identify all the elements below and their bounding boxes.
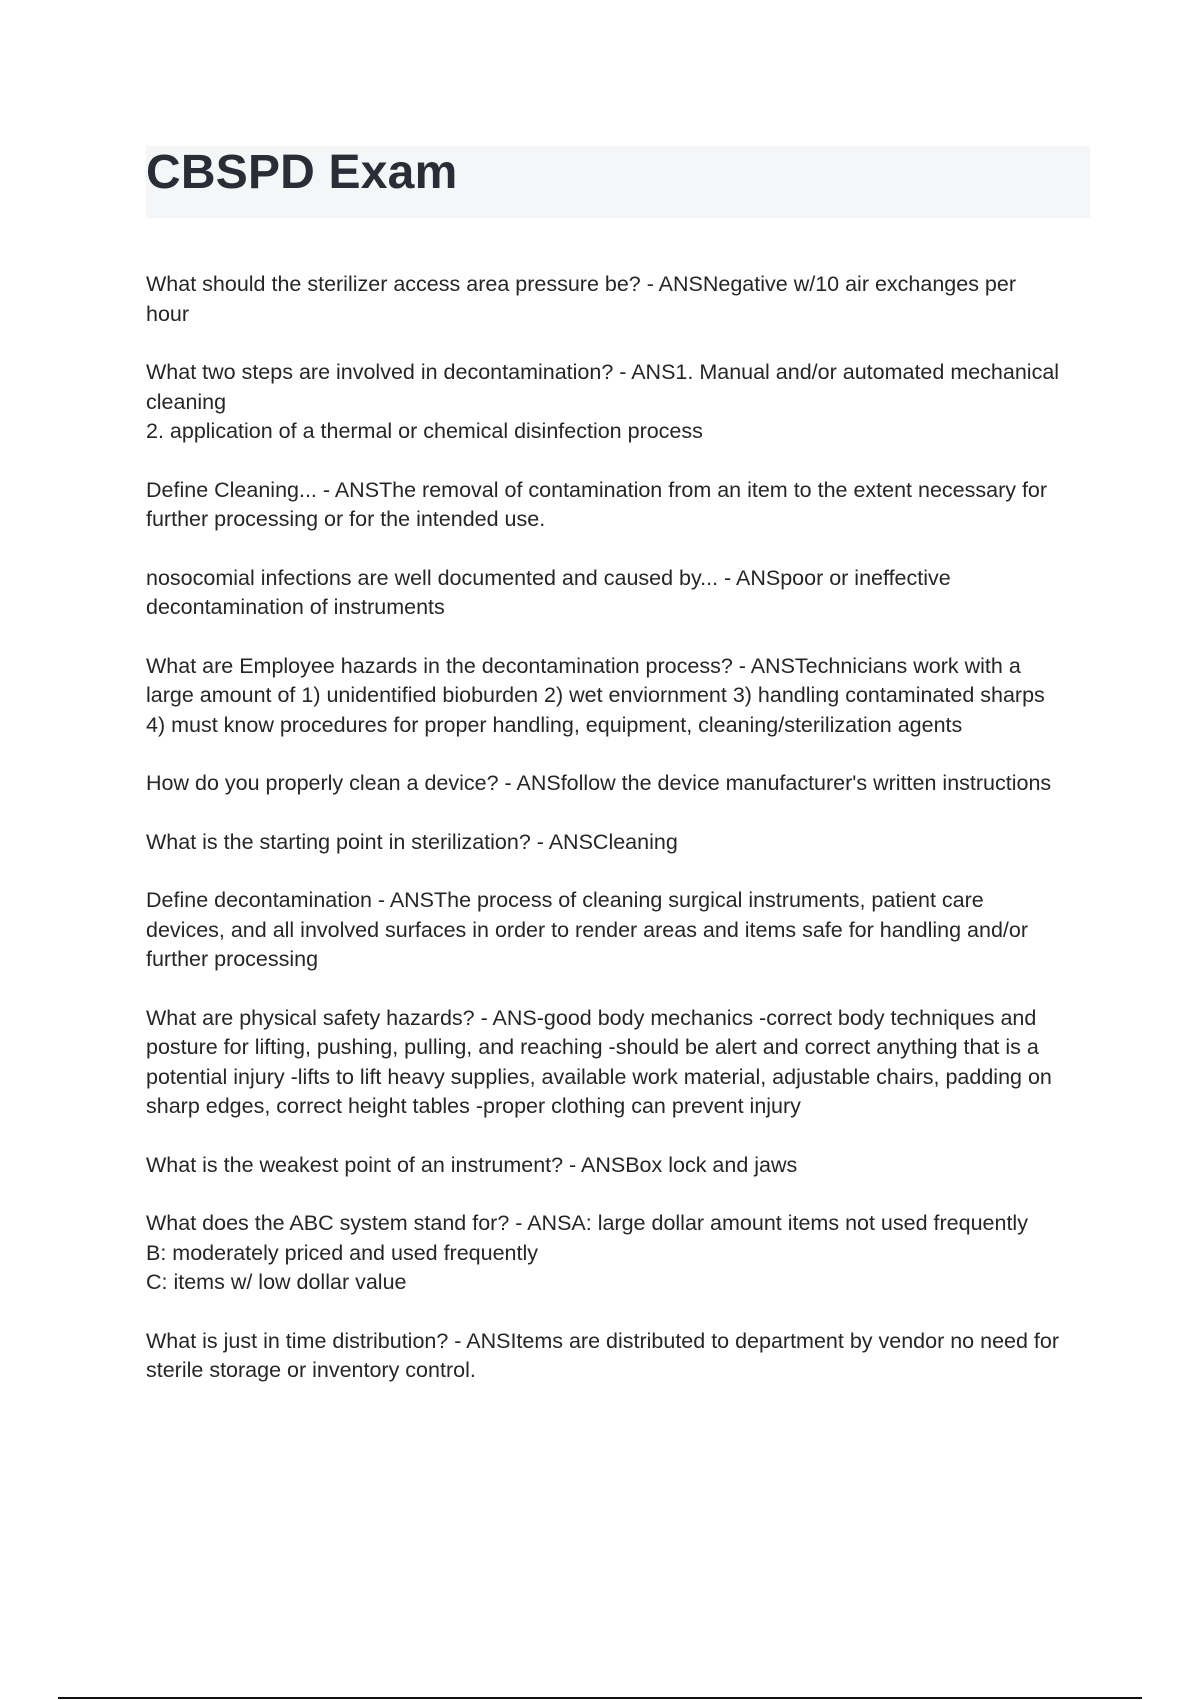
qa-entry-line: How do you properly clean a device? - ANSfollow the device manufacturer's written instructions (146, 771, 1052, 795)
qa-list (146, 270, 1096, 1415)
qa-entry-line: further processing or for the intended use. (146, 507, 546, 531)
qa-entry-line: C: items w/ low dollar value (146, 1270, 407, 1294)
qa-entry-line: What is just in time distribution? - ANSItems are distributed to department by vendor no need for (146, 1328, 1060, 1353)
qa-entry (146, 1004, 1096, 1122)
qa-entry-line: Define decontamination - ANSThe process of cleaning surgical instruments, patient care (146, 888, 984, 912)
qa-entry-line: posture for lifting, pushing, pulling, and reaching -should be alert and correct anything that is a (146, 1035, 1039, 1059)
qa-entry (146, 270, 1096, 329)
qa-entry-line: Define Cleaning... - ANSThe removal of contamination from an item to the extent necessary for (146, 477, 1048, 502)
qa-entry (146, 828, 1096, 858)
qa-entry (146, 886, 1096, 975)
qa-entry-line: potential injury -lifts to lift heavy supplies, available work material, adjustable chairs, padding on (146, 1064, 1052, 1089)
qa-entry-line: What is the weakest point of an instrument? - ANSBox lock and jaws (146, 1152, 798, 1177)
qa-entry-line: What does the ABC system stand for? - ANSA: large dollar amount items not used frequently (146, 1211, 1028, 1235)
qa-entry-line: What are Employee hazards in the decontamination process? - ANSTechnicians work with a (146, 653, 1021, 678)
qa-entry-line: cleaning (146, 389, 227, 414)
qa-entry (146, 564, 1096, 623)
qa-entry-line: nosocomial infections are well documented and caused by... - ANSpoor or ineffective (146, 565, 951, 590)
qa-entry-line: What are physical safety hazards? - ANS-good body mechanics -correct body techniques and (146, 1005, 1037, 1030)
qa-entry-line: sharp edges, correct height tables -proper clothing can prevent injury (146, 1094, 801, 1118)
page-title: CBSPD Exam (146, 146, 458, 199)
qa-entry-line: large amount of 1) unidentified bioburden 2) wet enviornment 3) handling contaminated sharps (146, 683, 1045, 707)
qa-entry-line: hour (146, 301, 190, 326)
qa-entry-line: B: moderately priced and used frequently (146, 1240, 539, 1265)
qa-entry-line: further processing (146, 947, 319, 971)
qa-entry (146, 358, 1096, 447)
qa-entry-line: What two steps are involved in decontamination? - ANS1. Manual and/or automated mechanical (146, 360, 1060, 384)
qa-entry-line: decontamination of instruments (146, 595, 445, 619)
footer-rule (58, 1697, 1142, 1699)
qa-entry (146, 1151, 1096, 1181)
qa-entry-line: 4) must know procedures for proper handling, equipment, cleaning/sterilization agents (146, 712, 963, 737)
qa-entry (146, 769, 1096, 799)
qa-entry-line: 2. application of a thermal or chemical disinfection process (146, 419, 703, 443)
qa-entry (146, 476, 1096, 535)
qa-entry (146, 1327, 1096, 1386)
qa-entry (146, 1209, 1096, 1298)
qa-entry-line: devices, and all involved surfaces in order to render areas and items safe for handling and/or (146, 917, 1029, 942)
qa-entry-line: What should the sterilizer access area pressure be? - ANSNegative w/10 air exchanges per (146, 272, 1016, 296)
qa-entry-line: sterile storage or inventory control. (146, 1358, 476, 1382)
qa-entry (146, 652, 1096, 741)
qa-entry-line: What is the starting point in sterilization? - ANSCleaning (146, 829, 678, 854)
